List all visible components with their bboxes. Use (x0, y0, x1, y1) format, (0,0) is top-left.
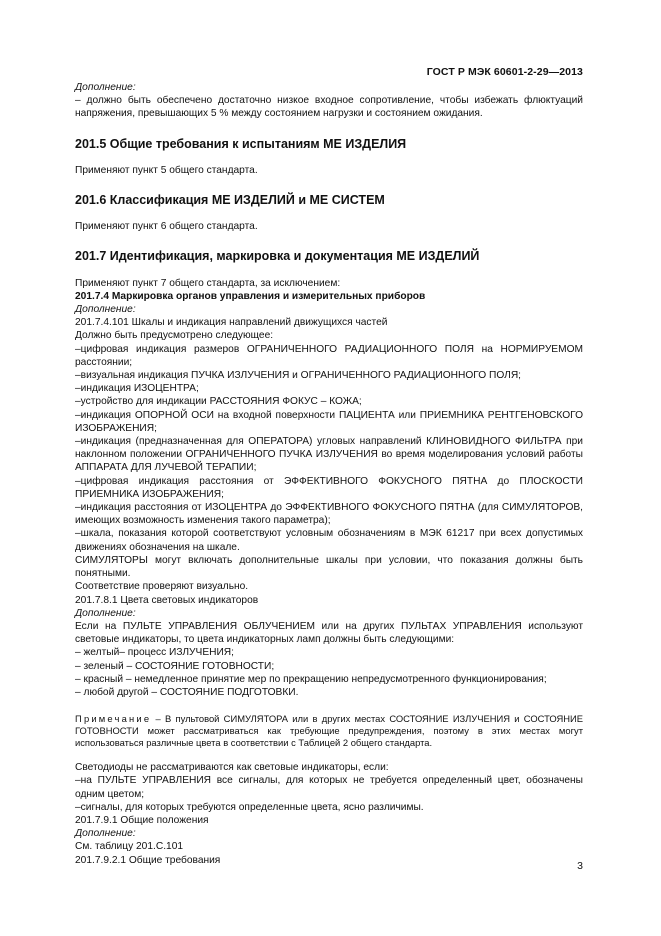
paragraph: Применяют пункт 6 общего стандарта. (75, 221, 258, 233)
paragraph: Применяют пункт 5 общего стандарта. (75, 164, 258, 176)
paragraph: Светодиоды не рассматриваются как световые индикаторы, если: (75, 762, 389, 774)
section-heading: 201.5 Общие требования к испытаниям МЕ ИЗДЕЛИЯ (75, 136, 407, 151)
section-heading: 201.6 Классификация МЕ ИЗДЕЛИЙ и МЕ СИСТЕМ (75, 193, 385, 208)
note-label: Примечание (75, 713, 152, 725)
page-content (75, 81, 583, 867)
paragraph: Если на ПУЛЬТЕ УПРАВЛЕНИЯ ОБЛУЧЕНИЕМ или на других ПУЛЬТАХ УПРАВЛЕНИЯ используют световые индикаторы, то цвета индикаторных ламп должны быть следующими: (75, 620, 583, 646)
paragraph: См. таблицу 201.С.101 (75, 841, 184, 853)
list-item: –индикация ОПОРНОЙ ОСИ на входной поверхности ПАЦИЕНТА или ПРИЕМНИКА РЕНТГЕНОВСКОГО ИЗОБРАЖЕНИЯ; (75, 409, 583, 434)
section-heading: 201.7 Идентификация, маркировка и документация МЕ ИЗДЕЛИЙ (75, 249, 480, 264)
paragraph: Применяют пункт 7 общего стандарта, за исключением: (75, 277, 341, 289)
addendum-label: Дополнение: (75, 607, 136, 619)
led-conditions-list (75, 774, 583, 814)
standard-header: ГОСТ Р МЭК 60601-2-29—2013 (426, 66, 583, 78)
list-item: – зеленый – СОСТОЯНИЕ ГОТОВНОСТИ; (75, 660, 275, 672)
paragraph: Должно быть предусмотрено следующее: (75, 330, 274, 342)
addendum-label: Дополнение: (75, 828, 136, 840)
list-item: –индикация (предназначенная для ОПЕРАТОРА) угловых направлений КЛИНОВИДНОГО ФИЛЬТРА при наклонном положении ОГРАНИЧЕННОГО ПУЧКА ИЗЛУЧЕНИЯ во время моделирования условий работы АППАРАТА ДЛЯ ЛУЧЕВОЙ ТЕРАПИИ; (75, 436, 583, 474)
list-item: –сигналы, для которых требуются определенные цвета, ясно различимы. (75, 801, 424, 813)
list-item: –индикация расстояния от ИЗОЦЕНТРА до ЭФФЕКТИВНОГО ФОКУСНОГО ПЯТНА (для СИМУЛЯТОРОВ, имеющих возможность изменения такого параметра); (75, 502, 583, 527)
list-item: –на ПУЛЬТЕ УПРАВЛЕНИЯ все сигналы, для которых не требуется определенный цвет, обозначены одним цветом; (75, 775, 583, 800)
subsection-heading: 201.7.4 Маркировка органов управления и измерительных приборов (75, 290, 426, 302)
paragraph: Соответствие проверяют визуально. (75, 581, 249, 593)
paragraph: – должно быть обеспечено достаточно низкое входное сопротивление, чтобы избежать флюктуаций напряжения, превышающих 5 % между состоянием нагрузки и состоянием ожидания. (75, 95, 583, 120)
list-item: –индикация ИЗОЦЕНТРА; (75, 383, 199, 395)
list-item: – любой другой – СОСТОЯНИЕ ПОДГОТОВКИ. (75, 686, 299, 698)
note (75, 713, 583, 749)
paragraph: СИМУЛЯТОРЫ могут включать дополнительные шкалы при условии, что показания должны быть понятными. (75, 554, 583, 580)
note-text: – В пультовой СИМУЛЯТОРА или в других местах СОСТОЯНИЕ ИЗЛУЧЕНИЯ и СОСТОЯНИЕ ГОТОВНОСТИ может рассматриваться как требующие предупреждения, поэтому в этих местах могут использоваться различные цвета в соответствии с Таблицей 2 общего стандарта. (75, 713, 583, 749)
list-item: –шкала, показания которой соответствуют условным обозначениям в МЭК 61217 при всех допустимых движениях обозначения на шкале. (75, 528, 583, 553)
list-item: – красный – немедленное принятие мер по прекращению непредусмотренного функционирования; (75, 673, 547, 685)
list-item: – желтый– процесс ИЗЛУЧЕНИЯ; (75, 647, 234, 659)
list-item: –устройство для индикации РАССТОЯНИЯ ФОКУС – КОЖА; (75, 396, 362, 408)
indicator-colors-list (75, 646, 583, 699)
addendum-label: Дополнение: (75, 82, 136, 93)
requirements-list (75, 343, 583, 554)
paragraph: 201.7.8.1 Цвета световых индикаторов (75, 594, 259, 606)
list-item: –цифровая индикация расстояния от ЭФФЕКТИВНОГО ФОКУСНОГО ПЯТНА до ПЛОСКОСТИ ПРИЕМНИКА ИЗОБРАЖЕНИЯ; (75, 475, 583, 500)
list-item: –цифровая индикация размеров ОГРАНИЧЕННОГО РАДИАЦИОННОГО ПОЛЯ на НОРМИРУЕМОМ расстоянии; (75, 343, 583, 368)
list-item: –визуальная индикация ПУЧКА ИЗЛУЧЕНИЯ и ОГРАНИЧЕННОГО РАДИАЦИОННОГО ПОЛЯ; (75, 370, 522, 382)
paragraph: 201.7.9.2.1 Общие требования (75, 854, 221, 866)
addendum-label: Дополнение: (75, 304, 136, 316)
page-number: 3 (577, 860, 583, 872)
paragraph: 201.7.4.101 Шкалы и индикация направлений движущихся частей (75, 317, 388, 329)
paragraph: 201.7.9.1 Общие положения (75, 814, 209, 826)
